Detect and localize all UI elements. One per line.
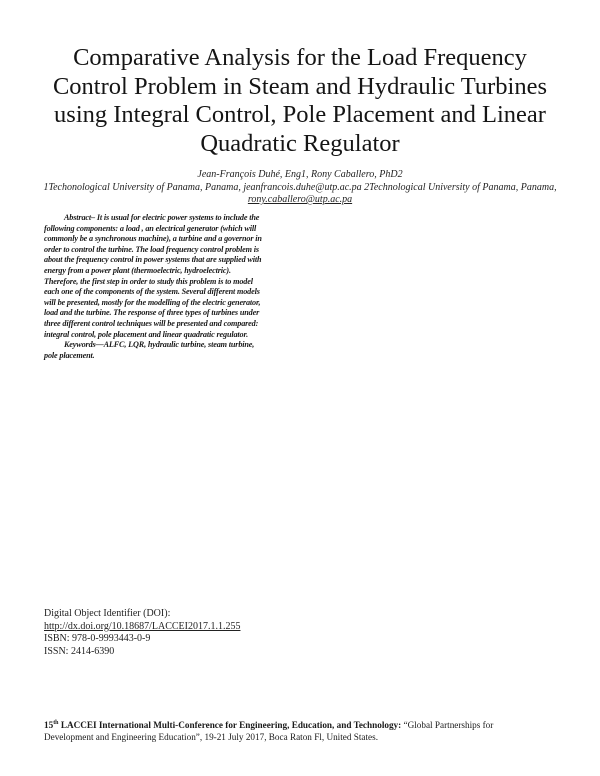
abstract-line: integral control, pole placement and linear quadratic regulator.	[44, 329, 248, 339]
issn-text: ISSN: 2414-6390	[44, 645, 115, 657]
isbn-text: ISBN: 978-0-9993443-0-9	[44, 633, 151, 645]
keywords-line: pole placement.	[44, 350, 95, 360]
author-affiliations: 1Techonological University of Panama, Panama, jeanfrancois.duhe@utp.ac.pa 2Technological University of Panama, Panama,	[43, 181, 557, 193]
abstract-line: order to control the turbine. The load frequency control problem is	[44, 244, 259, 254]
edition-number: 15	[44, 720, 54, 730]
title-line: using Integral Control, Pole Placement and Linear	[54, 101, 546, 128]
author-email-link[interactable]: rony.caballero@utp.ac.pa	[247, 194, 353, 205]
abstract-line: about the frequency control in power systems that are supplied with	[44, 255, 262, 265]
author-names: Jean-François Duhé, Eng1, Rony Caballero, PhD2	[197, 169, 403, 180]
conference-theme: “Global Partnerships for	[401, 720, 494, 730]
footer-line-1	[44, 719, 584, 731]
abstract-line: following components: a load , an electrical generator (which will	[44, 223, 257, 233]
doi-link[interactable]: http://dx.doi.org/10.18687/LACCEI2017.1.1.255	[44, 620, 241, 632]
paper-title	[40, 44, 560, 158]
abstract-line: Abstract– It is usual for electric power systems to include the	[64, 213, 260, 222]
abstract-line: Therefore, the first step in order to study this problem is to model	[44, 276, 253, 286]
edition-suffix: th	[53, 719, 59, 726]
conference-footer	[44, 719, 584, 743]
title-line: Comparative Analysis for the Load Frequency	[73, 44, 527, 71]
abstract-line: will be presented, mostly for the modelling of the electric generator,	[44, 297, 261, 307]
title-line: Control Problem in Steam and Hydraulic Turbines	[52, 72, 548, 100]
abstract-line: commonly be a synchronous machine), a turbine and a governor in	[44, 234, 262, 244]
keywords-line: Keywords—ALFC, LQR, hydraulic turbine, steam turbine,	[64, 340, 255, 350]
identifier-block	[44, 608, 344, 658]
doi-label: Digital Object Identifier (DOI):	[44, 608, 171, 619]
abstract-block	[44, 213, 302, 361]
doi-line	[44, 621, 344, 634]
conference-name: LACCEI International Multi-Conference for Engineering, Education, and Technology:	[58, 720, 402, 730]
abstract-line: three different control techniques will be presented and compared:	[44, 318, 259, 328]
abstract-line: energy from a power plant (thermoelectric, hydroelectric).	[44, 265, 231, 275]
abstract-line: each one of the components of the system. Several different models	[44, 287, 260, 297]
author-block	[0, 169, 600, 207]
footer-line-2: Development and Engineering Education”, 19-21 July 2017, Boca Raton Fl, United States.	[44, 732, 379, 742]
author-email-line	[0, 194, 600, 207]
title-line: Quadratic Regulator	[200, 129, 400, 157]
abstract-line: load and the turbine. The response of three types of turbines under	[44, 308, 260, 318]
